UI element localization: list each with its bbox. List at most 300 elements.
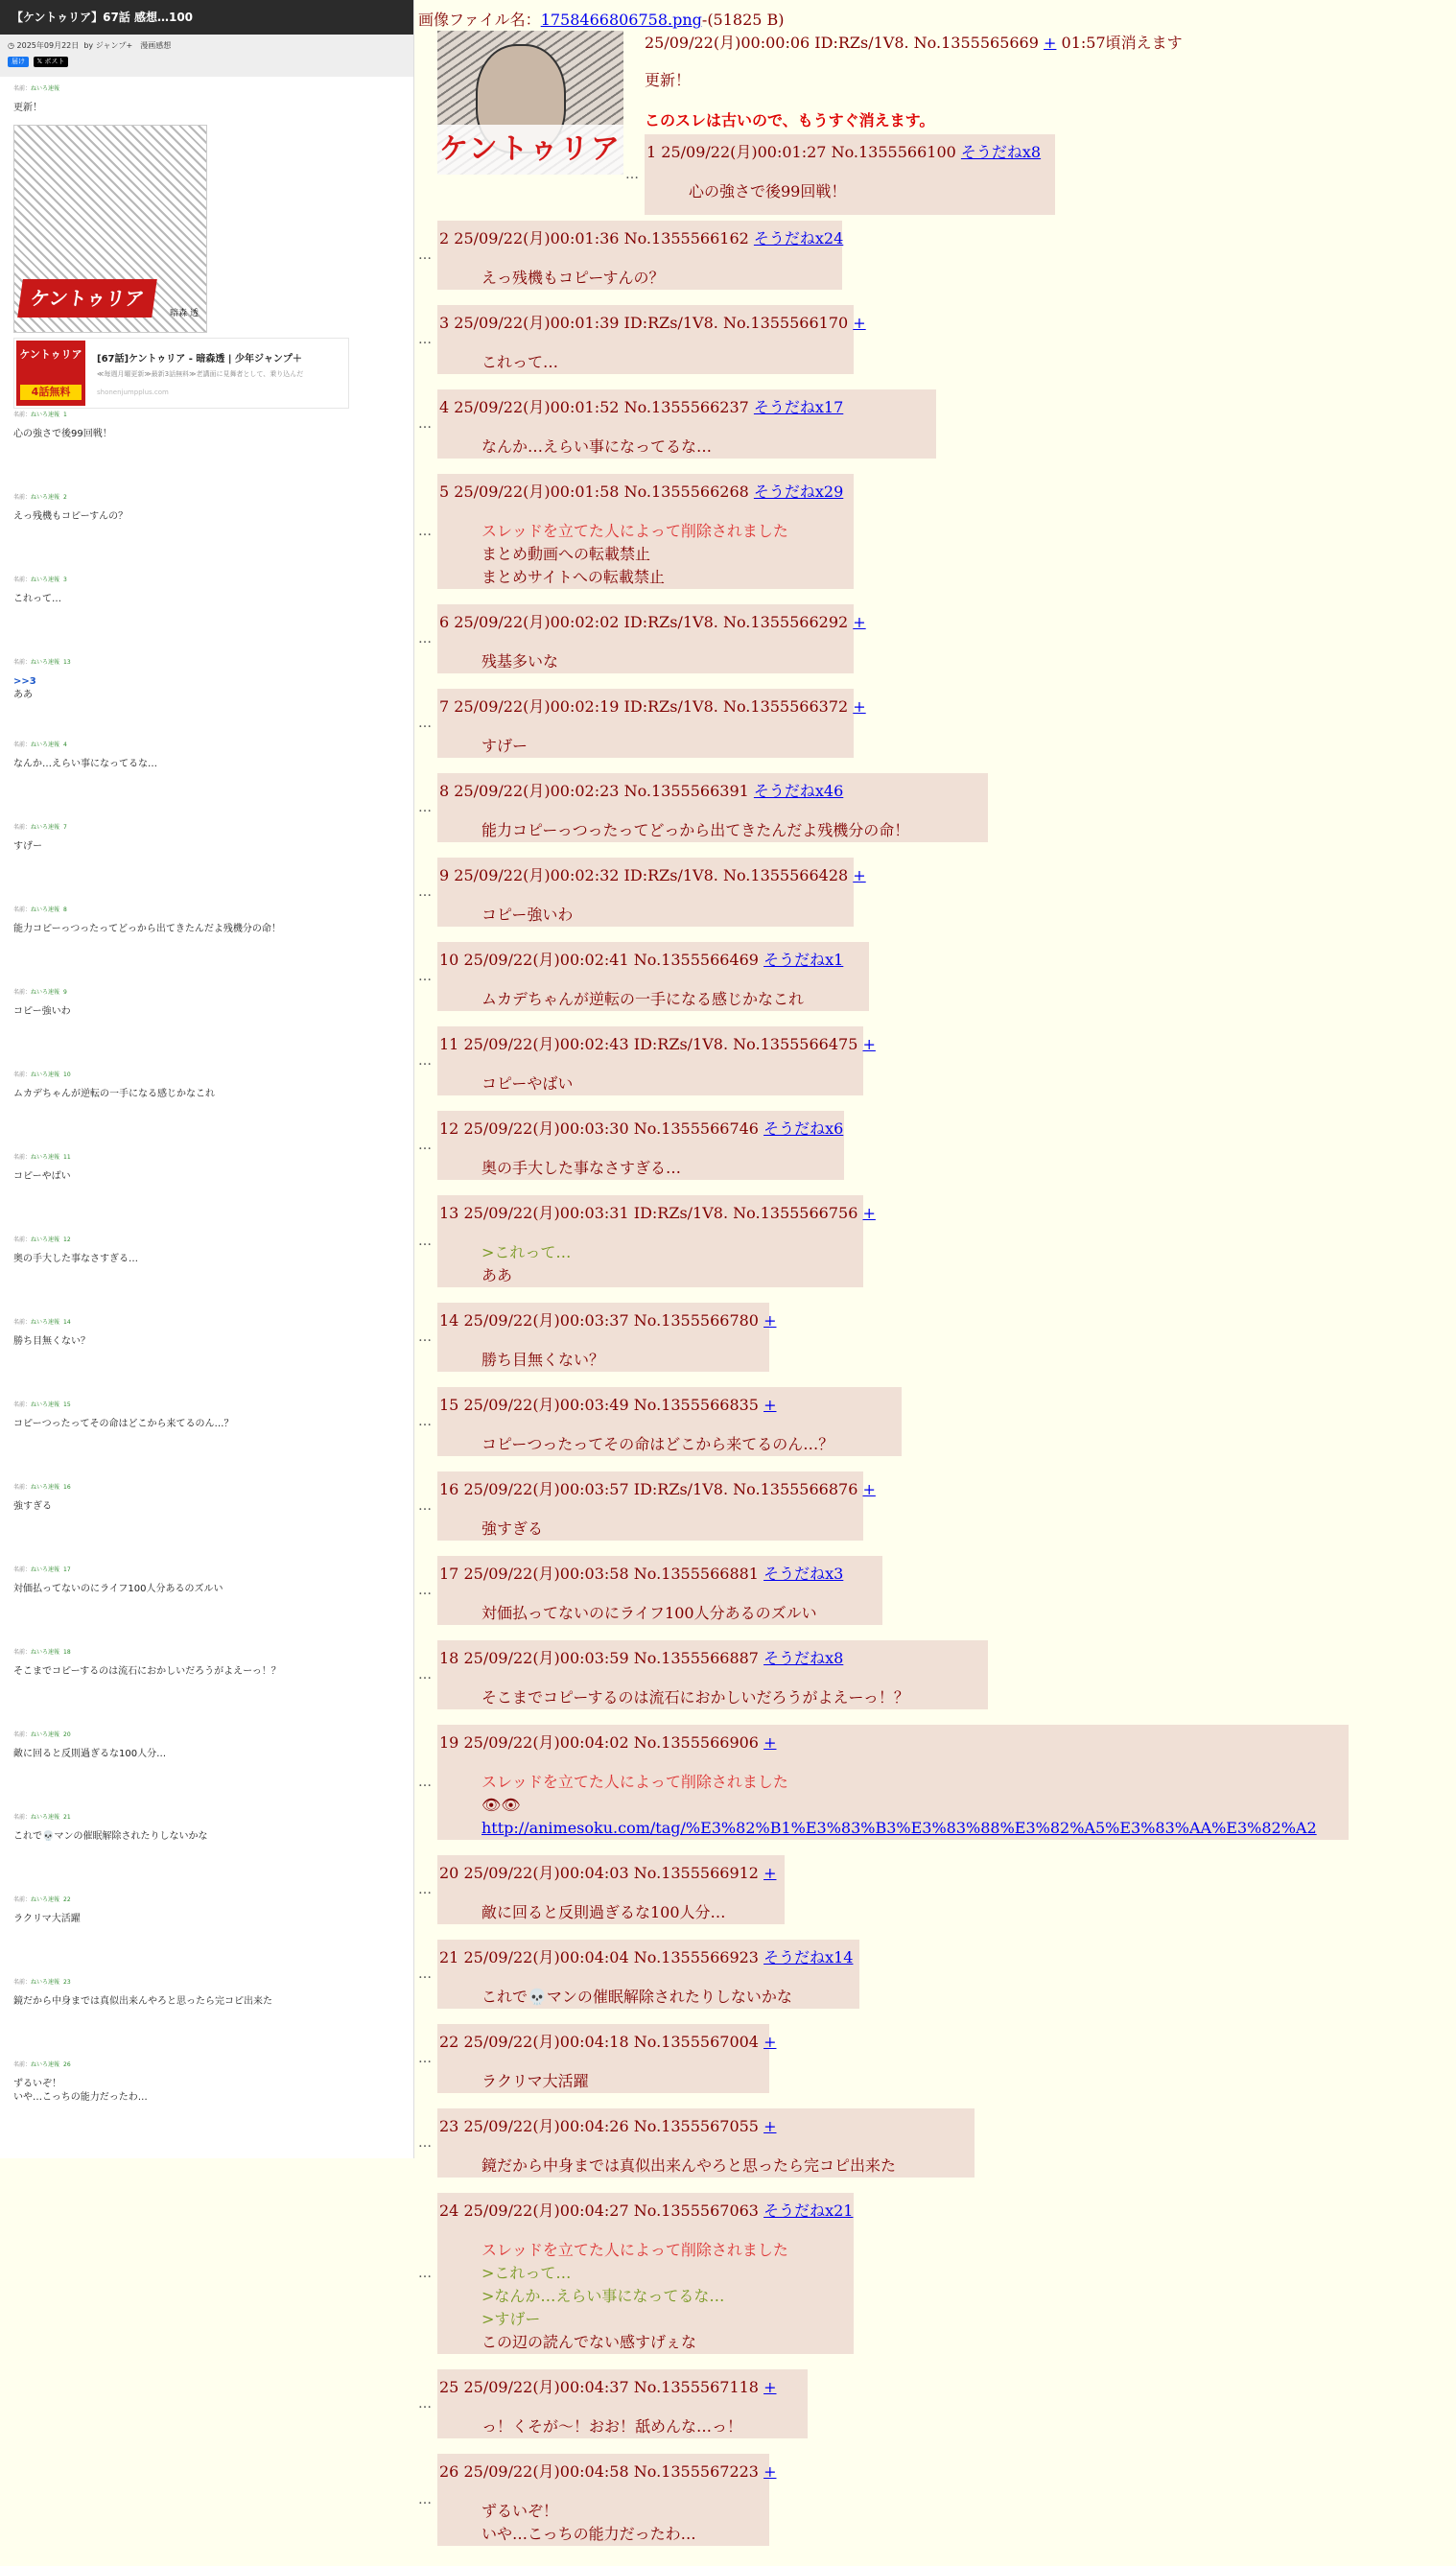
post-name-line: [13, 1401, 397, 1410]
post-text: [13, 1088, 397, 1101]
reply-post-no: No.1355566170: [722, 314, 854, 332]
post-name-line: [13, 988, 397, 998]
soudane-link[interactable]: そうだねx3: [763, 1565, 844, 1583]
post-number: 8: [63, 906, 67, 913]
reply-body: [481, 351, 558, 374]
reply-post: [437, 1303, 777, 1372]
reply-body: [481, 2500, 696, 2546]
op-expire: 01:57頃消えます: [1061, 34, 1183, 52]
reply-datetime: 25/09/22(月)00:03:49: [463, 1396, 634, 1414]
reply-text-line: コピーやばい: [481, 1074, 574, 1093]
reply-collapse-dots[interactable]: …: [418, 1667, 432, 1683]
soudane-link[interactable]: そうだねx8: [763, 1649, 844, 1667]
name-label: 名前：: [13, 824, 32, 831]
reply-body: [689, 180, 846, 203]
reply-datetime: 25/09/22(月)00:02:41: [463, 951, 634, 969]
deleted-notice: スレッドを立てた人によって削除されました: [481, 522, 788, 540]
reply-collapse-dots[interactable]: …: [418, 1966, 432, 1982]
manga-author: 暗森 透: [170, 309, 199, 318]
post-name-line: [13, 823, 397, 833]
post-number: 13: [63, 659, 71, 666]
summary-post: [13, 1071, 397, 1101]
summary-post: [13, 1401, 397, 1431]
soudane-link[interactable]: そうだねx1: [763, 951, 844, 969]
reply-datetime: 25/09/22(月)00:04:58: [463, 2462, 634, 2481]
file-size: -(51825 B): [701, 11, 785, 29]
reply-post: [437, 1471, 876, 1541]
name-value: ねいろ速報: [31, 1979, 60, 1986]
reply-post: [437, 1855, 785, 1924]
reply-header: [439, 694, 866, 717]
reply-collapse-dots[interactable]: …: [418, 2266, 432, 2281]
x-post-label: ポスト: [44, 58, 65, 65]
name-label: 名前：: [13, 577, 32, 583]
name-value: ねいろ速報: [31, 742, 60, 748]
reply-collapse-dots[interactable]: …: [418, 1498, 432, 1514]
name-value: ねいろ速報: [31, 1401, 60, 1408]
summary-post: [13, 823, 397, 854]
reply-post: [437, 858, 866, 927]
reply-text-line: これって…: [481, 353, 559, 371]
name-label: 名前：: [13, 412, 32, 418]
card-title: [67話]ケントゥリア - 暗森透 | 少年ジャンプ＋: [97, 354, 302, 365]
reply-datetime: 25/09/22(月)00:04:37: [463, 2378, 634, 2396]
name-value: ねいろ速報: [31, 989, 60, 996]
reply-number: 3: [439, 314, 455, 332]
reply-text-line: っ！くそが〜！おお！舐めんな…っ！: [481, 2417, 743, 2436]
reply-post-no: No.1355567118: [633, 2378, 764, 2396]
reply-collapse-dots[interactable]: …: [418, 800, 432, 815]
reply-collapse-dots[interactable]: …: [418, 2396, 432, 2412]
summary-post: [13, 1648, 397, 1679]
reply-body: [481, 819, 909, 842]
reply-post-no: No.1355566292: [722, 613, 854, 631]
post-text-line: そこまでコピーするのは流石におかしいだろうがよえーっ！？: [13, 1666, 281, 1677]
reply-post-no: No.1355566475: [733, 1035, 863, 1053]
by-label: by: [83, 41, 94, 50]
reply-post-no: No.1355566469: [633, 951, 764, 969]
name-value: ねいろ速報: [31, 1649, 60, 1656]
article-date: 2025年09月22日: [16, 41, 80, 50]
post-text-line: 強すぎる: [13, 1501, 52, 1512]
summary-post: [13, 658, 397, 702]
file-info: [418, 8, 785, 30]
post-text-line: ラクリマ大活躍: [13, 1914, 81, 1924]
post-name-line: [13, 906, 397, 915]
reply-body: [481, 1072, 573, 1095]
soudane-link[interactable]: そうだねx8: [960, 143, 1042, 161]
reply-post-no: No.1355566746: [633, 1119, 764, 1138]
post-name-line: [13, 1648, 397, 1658]
reply-text-line: この辺の読んでない感すげぇな: [481, 2333, 697, 2351]
post-number: 18: [63, 1649, 71, 1656]
reply-collapse-dots[interactable]: …: [418, 1053, 432, 1069]
card-url: shonenjumpplus.com: [97, 388, 169, 396]
post-text: [13, 840, 397, 854]
post-text: [13, 1500, 397, 1514]
reply-datetime: 25/09/22(月)00:02:23: [454, 782, 624, 800]
name-value: ねいろ速報: [31, 1319, 60, 1326]
reply-collapse-dots[interactable]: …: [418, 1775, 432, 1790]
reply-datetime: 25/09/22(月)00:04:02: [463, 1733, 634, 1752]
reply-plus-link[interactable]: +: [763, 2117, 777, 2135]
post-text-line: 鏡だから中身までは真似出来んやろと思ったら完コピ出来た: [13, 1996, 272, 2007]
name-label: 名前：: [13, 1319, 32, 1326]
name-value: ねいろ速報: [31, 1731, 60, 1738]
reply-text-line: ずるいぞ！: [481, 2502, 559, 2520]
reply-plus-link[interactable]: +: [763, 1311, 777, 1330]
post-text-line: えっ残機もコピーすんの？: [13, 511, 129, 522]
old-thread-warning: このスレは古いので、もうすぐ消えます。: [645, 111, 935, 129]
name-value: ねいろ速報: [31, 494, 60, 501]
post-text-line: コピーつったってその命はどこから来てるのん…？: [13, 1419, 234, 1429]
reply-body: [481, 1241, 571, 1287]
reply-datetime: 25/09/22(月)00:01:36: [454, 229, 624, 247]
post-name-line: [13, 1318, 397, 1328]
article-title: 【ケントゥリア】67話 感想…100: [0, 0, 413, 35]
reply-post: [437, 2454, 777, 2546]
reply-plus-link[interactable]: +: [853, 697, 866, 716]
summary-post: [13, 493, 397, 524]
reply-header: [439, 610, 866, 632]
post-name-line: [13, 1813, 397, 1823]
reply-post: [437, 1195, 876, 1287]
reply-header: [439, 1117, 843, 1139]
reply-datetime: 25/09/22(月)00:01:27: [661, 143, 832, 161]
reply-collapse-dots[interactable]: …: [418, 2051, 432, 2066]
x-post-button[interactable]: 𝕏 ポスト: [34, 57, 69, 67]
summary-post: [13, 411, 397, 441]
article-category: ジャンプ+ 漫画感想: [95, 41, 172, 50]
reply-plus-link[interactable]: +: [763, 2378, 777, 2396]
post-number: 20: [63, 1731, 71, 1738]
reply-body: [481, 1349, 604, 1372]
name-label: 名前：: [13, 1979, 32, 1986]
reply-header: [439, 1201, 876, 1223]
reply-post: [437, 604, 866, 673]
reply-body: [481, 2415, 742, 2438]
post-text-line: ムカデちゃんが逆転の一手になる感じかなこれ: [13, 1089, 215, 1099]
post-name-line: [13, 411, 397, 420]
summary-post: [13, 741, 397, 771]
reply-text-line: 👁👁: [481, 1796, 521, 1814]
reply-post: [437, 773, 988, 842]
link-card[interactable]: [13, 338, 349, 409]
name-value: ねいろ速報: [31, 659, 60, 666]
reply-plus-link[interactable]: +: [763, 2462, 777, 2481]
reply-post: [437, 2024, 777, 2093]
reply-text-line: コピーつったってその命はどこから来てるのん…？: [481, 1435, 834, 1453]
post-name-line: [13, 1895, 397, 1905]
reply-post-no: No.1355566237: [623, 398, 754, 416]
name-value: ねいろ速報: [31, 1236, 60, 1243]
post-number: 21: [63, 1814, 71, 1821]
soudane-link[interactable]: そうだねx21: [763, 2201, 854, 2220]
reply-body: [481, 988, 804, 1011]
reply-collapse-dots[interactable]: …: [418, 332, 432, 347]
reply-number: 24: [439, 2201, 464, 2220]
post-number: 17: [63, 1566, 71, 1573]
reply-body: [481, 1686, 909, 1709]
name-value: ねいろ速報: [31, 1154, 60, 1161]
post-text: [13, 758, 397, 771]
post-name-line: [13, 84, 400, 94]
name-value: ねいろ速報: [31, 1484, 60, 1491]
reply-collapse-dots[interactable]: …: [418, 716, 432, 731]
reply-datetime: 25/09/22(月)00:03:31 ID:RZs/1V8.: [463, 1204, 734, 1222]
reply-text-line: まとめ動画への転載禁止: [481, 545, 651, 563]
reply-text-line: なんか…えらい事になってるな…: [481, 437, 713, 456]
post-text-line: これで💀マンの催眠解除されたりしないかな: [13, 1831, 208, 1842]
reply-text-line: 対価払ってないのにライフ100人分あるのズルい: [481, 1604, 817, 1622]
post-text-line: 勝ち目無くない？: [13, 1336, 90, 1347]
summary-post: [13, 988, 397, 1019]
reply-url-link[interactable]: http://animesoku.com/tag/%E3%82%B1%E3%83%B3%E3%83%88%E3%82%A5%E3%83%AA%E3%82%A2: [481, 1819, 1317, 1837]
reply-collapse-dots[interactable]: …: [418, 2492, 432, 2507]
reply-number: 13: [439, 1204, 464, 1222]
name-label: 名前：: [13, 1814, 32, 1821]
reply-post: [437, 1026, 876, 1095]
soudane-link[interactable]: そうだねx46: [753, 782, 844, 800]
reply-plus-link[interactable]: +: [853, 314, 866, 332]
soudane-link[interactable]: そうだねx29: [753, 483, 844, 501]
post-number: 22: [63, 1896, 71, 1903]
reply-header: [439, 1945, 853, 1967]
post-text: [13, 1830, 397, 1844]
reply-collapse-dots[interactable]: …: [625, 167, 639, 182]
post-text: [13, 1005, 397, 1019]
deleted-notice: スレッドを立てた人によって削除されました: [481, 1773, 788, 1791]
reply-post-no: No.1355567004: [633, 2033, 764, 2051]
post-text: [13, 2078, 397, 2105]
name-label: 名前：: [13, 1731, 32, 1738]
reply-plus-link[interactable]: +: [862, 1480, 876, 1498]
post-number: 26: [63, 2061, 71, 2068]
reply-post-no: No.1355566780: [633, 1311, 764, 1330]
soudane-link[interactable]: そうだねx14: [763, 1948, 854, 1966]
reply-collapse-dots[interactable]: …: [418, 1583, 432, 1598]
reply-number: 1: [646, 143, 662, 161]
name-label: 名前：: [13, 1401, 32, 1408]
facebook-share-button[interactable]: 届け: [8, 57, 29, 67]
reply-text-line: まとめサイトへの転載禁止: [481, 568, 665, 586]
reply-text-line: いや…こっちの能力だったわ…: [481, 2525, 696, 2543]
post-name-line: [13, 2060, 397, 2070]
name-value: ねいろ速報: [31, 1814, 60, 1821]
reply-post-no: No.1355566835: [633, 1396, 764, 1414]
post-number: 1: [63, 412, 67, 418]
reply-post-no: No.1355566372: [722, 697, 854, 716]
post-number: 15: [63, 1401, 71, 1408]
summary-post: [13, 1483, 397, 1514]
post-name-line: [13, 1236, 397, 1245]
summary-post: [13, 1236, 397, 1266]
clock-icon: ◷: [8, 41, 14, 50]
post-number: 11: [63, 1154, 71, 1161]
reply-post: [437, 1111, 844, 1180]
reply-collapse-dots[interactable]: …: [418, 247, 432, 263]
post-text: [13, 675, 397, 702]
reply-number: 9: [439, 866, 455, 884]
reply-header: [439, 1308, 776, 1330]
reply-post-no: No.1355567223: [633, 2462, 764, 2481]
post-number: 14: [63, 1319, 71, 1326]
reply-post: [437, 689, 866, 758]
op-text: 更新！: [645, 71, 692, 89]
reply-post-no: No.1355567055: [633, 2117, 764, 2135]
reply-number: 22: [439, 2033, 464, 2051]
post-number: 23: [63, 1979, 71, 1986]
reply-number: 2: [439, 229, 455, 247]
reply-text-line: 能力コピーっつったってどっから出てきたんだよ残機分の命！: [481, 821, 910, 839]
soudane-link[interactable]: そうだねx17: [753, 398, 844, 416]
reply-collapse-dots[interactable]: …: [418, 2135, 432, 2151]
summary-post: [13, 2060, 397, 2105]
reply-collapse-dots[interactable]: …: [418, 1234, 432, 1249]
reply-collapse-dots[interactable]: …: [418, 1138, 432, 1153]
reply-post-no: No.1355566162: [623, 229, 754, 247]
post-number: 7: [63, 824, 67, 831]
reply-body: [481, 904, 573, 927]
reply-datetime: 25/09/22(月)00:04:03: [463, 1864, 634, 1882]
card-thumb-badge: 4話無料: [20, 385, 82, 400]
name-label: 名前：: [13, 659, 32, 666]
name-value: ねいろ速報: [31, 412, 60, 418]
reply-body: [481, 1901, 726, 1924]
reply-collapse-dots[interactable]: …: [418, 969, 432, 984]
reply-body: [481, 1518, 543, 1541]
article-body: [0, 77, 413, 341]
reply-number: 14: [439, 1311, 464, 1330]
summary-post: [13, 1895, 397, 1926]
reply-post-no: No.1355566906: [633, 1733, 764, 1752]
reply-text-line: ラクリマ大活躍: [481, 2072, 589, 2090]
reply-plus-link[interactable]: +: [763, 2033, 777, 2051]
reply-collapse-dots[interactable]: …: [418, 631, 432, 647]
reply-collapse-dots[interactable]: …: [418, 524, 432, 539]
post-number: 9: [63, 989, 67, 996]
reply-datetime: 25/09/22(月)00:03:30: [463, 1119, 634, 1138]
reply-post: [437, 2369, 808, 2438]
post-number: 12: [63, 1236, 71, 1243]
post-text-line: ああ: [13, 690, 33, 700]
reply-collapse-dots[interactable]: …: [418, 884, 432, 900]
file-link[interactable]: 1758466806758.png: [540, 11, 702, 29]
reply-number: 5: [439, 483, 455, 501]
post-name-line: [13, 1483, 397, 1493]
op-header: [645, 31, 1183, 53]
reply-header: [439, 226, 843, 248]
reply-post-no: No.1355566923: [633, 1948, 764, 1966]
reply-header: [439, 311, 866, 333]
op-body: [645, 69, 934, 132]
reply-text-line: そこまでコピーするのは流石におかしいだろうがよえーっ！？: [481, 1688, 909, 1707]
post-name-line: [13, 1071, 397, 1080]
reply-body: [481, 650, 558, 673]
reply-header: [439, 395, 843, 417]
reply-number: 10: [439, 951, 464, 969]
op-thumbnail[interactable]: [437, 31, 623, 175]
manga-image[interactable]: [13, 125, 207, 333]
reply-collapse-dots[interactable]: …: [418, 1882, 432, 1897]
reply-text-line: 強すぎる: [481, 1519, 544, 1538]
reply-post-no: No.1355566391: [623, 782, 754, 800]
reply-text-line: 心の強さで後99回戦！: [689, 182, 847, 200]
reply-header: [439, 779, 843, 801]
reply-number: 18: [439, 1649, 464, 1667]
soudane-link[interactable]: そうだねx24: [753, 229, 844, 247]
reply-collapse-dots[interactable]: …: [418, 1414, 432, 1429]
reply-body: [481, 520, 788, 589]
reply-plus-link[interactable]: +: [763, 1733, 777, 1752]
op-plus-link[interactable]: +: [1044, 34, 1057, 52]
post-text-line: 奥の手大した事なさすぎる…: [13, 1254, 138, 1264]
reply-datetime: 25/09/22(月)00:03:57 ID:RZs/1V8.: [463, 1480, 734, 1498]
card-thumbnail: [16, 341, 85, 406]
reply-datetime: 25/09/22(月)00:01:52: [454, 398, 624, 416]
reply-header: [439, 1562, 843, 1584]
name-label: 名前：: [13, 1071, 32, 1078]
reply-body: [481, 1986, 792, 2009]
reply-datetime: 25/09/22(月)00:02:02 ID:RZs/1V8.: [454, 613, 723, 631]
post-text: [13, 1253, 397, 1266]
reply-datetime: 25/09/22(月)00:04:04: [463, 1948, 634, 1966]
reply-datetime: 25/09/22(月)00:04:27: [463, 2201, 634, 2220]
name-label: 名前：: [13, 1896, 32, 1903]
reply-header: [439, 1393, 776, 1415]
reply-body: [481, 1771, 1317, 1840]
reply-plus-link[interactable]: +: [853, 613, 866, 631]
post-text-line: 心の強さで後99回戦！: [13, 429, 112, 439]
name-value: ねいろ速報: [31, 824, 60, 831]
reply-plus-link[interactable]: +: [763, 1396, 777, 1414]
reply-number: 16: [439, 1480, 464, 1498]
reply-body: [481, 1157, 681, 1180]
reply-plus-link[interactable]: +: [862, 1035, 876, 1053]
reply-text-line: すげー: [481, 737, 528, 755]
reply-number: 23: [439, 2117, 464, 2135]
name-value: ねいろ速報: [31, 1566, 60, 1573]
reply-post: [437, 2108, 975, 2178]
post-number: 2: [63, 494, 67, 501]
reply-datetime: 25/09/22(月)00:03:37: [463, 1311, 634, 1330]
reply-header: [439, 480, 843, 502]
post-text-line: ずるいぞ！: [13, 2079, 61, 2089]
reply-datetime: 25/09/22(月)00:03:59: [463, 1649, 634, 1667]
post-text: [13, 593, 397, 606]
post-text-line: 対価払ってないのにライフ100人分あるのズルい: [13, 1584, 223, 1594]
reply-plus-link[interactable]: +: [763, 1864, 777, 1882]
reply-text-line: これで💀マンの催眠解除されたりしないかな: [481, 1988, 792, 2006]
reply-number: 17: [439, 1565, 464, 1583]
reply-header: [439, 2460, 776, 2482]
soudane-link[interactable]: そうだねx6: [763, 1119, 844, 1138]
reply-header: [439, 1730, 776, 1753]
quote-line: >すげー: [481, 2310, 541, 2328]
name-value: ねいろ速報: [31, 577, 60, 583]
reply-anchor[interactable]: >>3: [13, 676, 36, 687]
reply-collapse-dots[interactable]: …: [418, 1330, 432, 1345]
reply-body: [481, 735, 528, 758]
reply-collapse-dots[interactable]: …: [418, 416, 432, 432]
name-value: ねいろ速報: [31, 1896, 60, 1903]
reply-post-no: No.1355566428: [722, 866, 854, 884]
name-value: ねいろ速報: [31, 85, 60, 92]
reply-post-no: No.1355566887: [633, 1649, 764, 1667]
post-name-line: [13, 1153, 397, 1163]
reply-plus-link[interactable]: +: [862, 1204, 876, 1222]
reply-plus-link[interactable]: +: [853, 866, 866, 884]
